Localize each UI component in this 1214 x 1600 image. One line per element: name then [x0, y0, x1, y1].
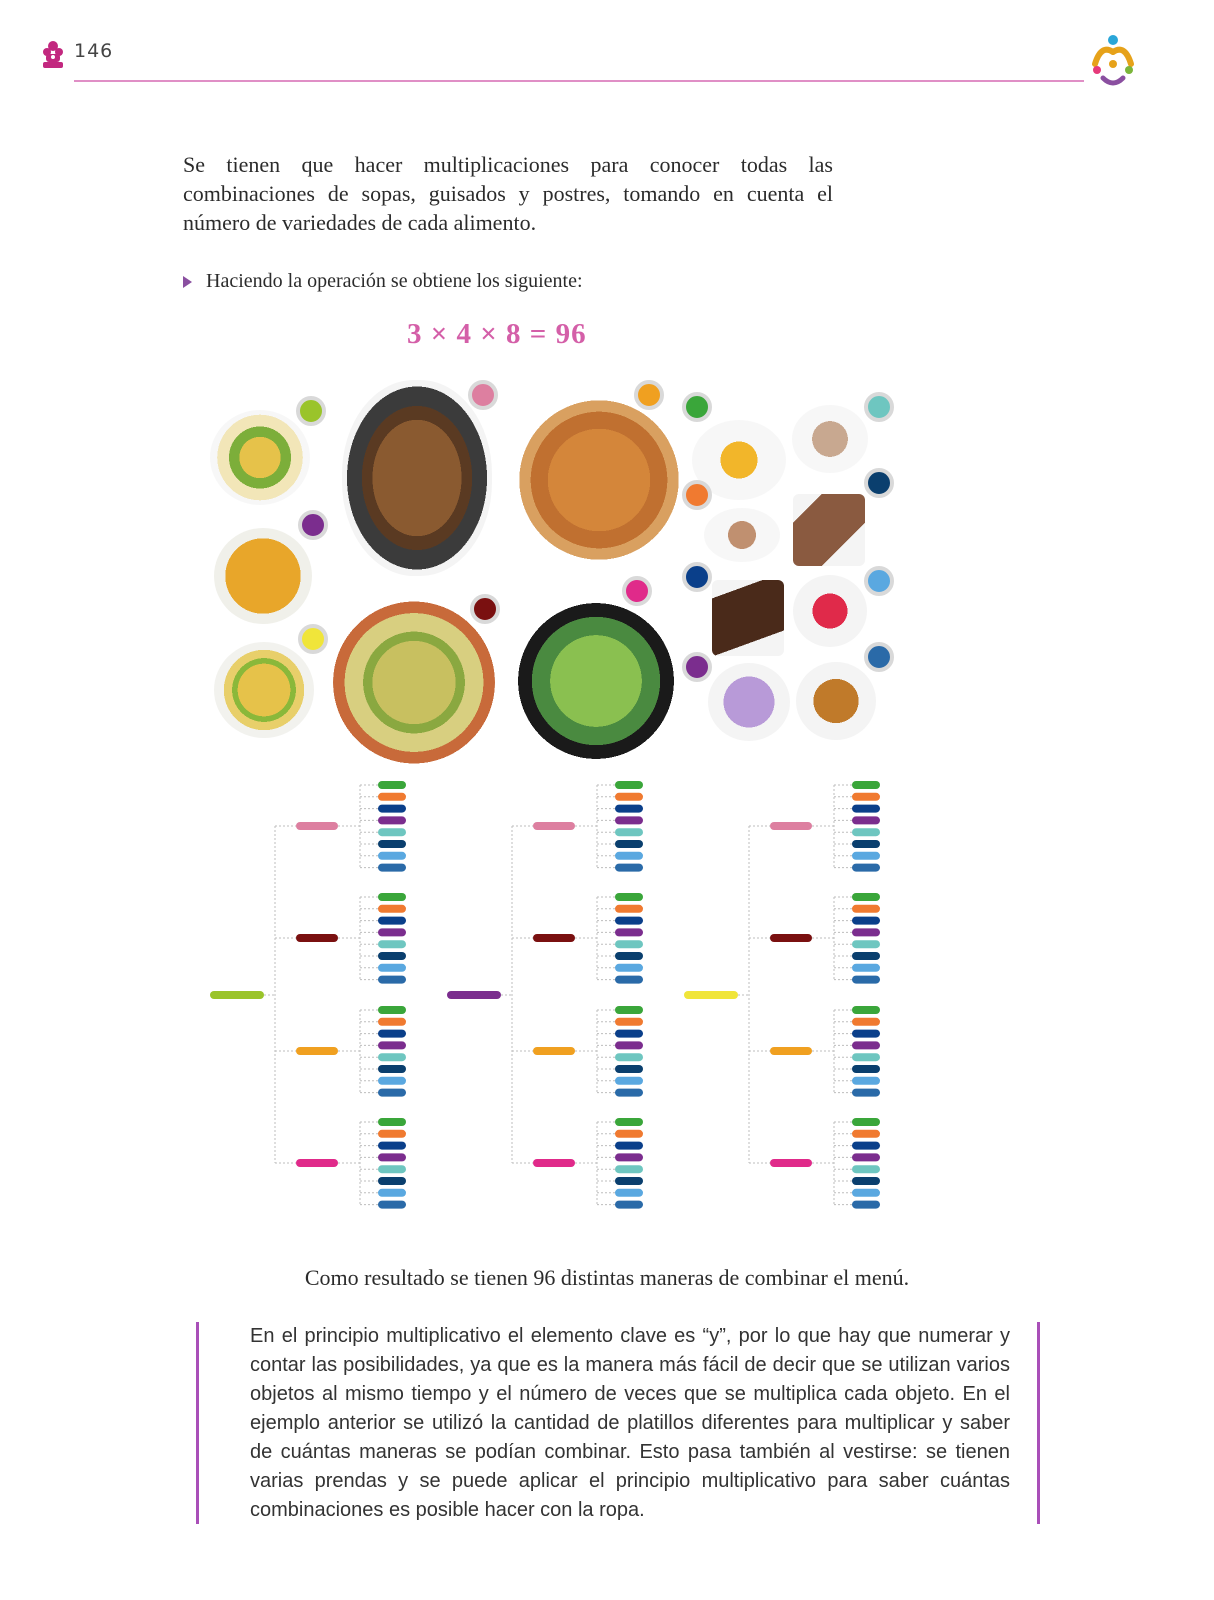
tree-dessert-node: [378, 1065, 406, 1073]
tree-dessert-node: [378, 852, 406, 860]
tree-dessert-node: [615, 917, 643, 925]
tree-dessert-node: [852, 893, 880, 901]
tree-dessert-node: [852, 1065, 880, 1073]
tree-dessert-node: [378, 1053, 406, 1061]
tree-dessert-node: [378, 1142, 406, 1150]
tree-dessert-node: [615, 1165, 643, 1173]
tree-dessert-node: [378, 1089, 406, 1097]
tree-dessert-node: [852, 928, 880, 936]
bullet-text: Haciendo la operación se obtiene los siguiente:: [206, 270, 583, 292]
tree-dessert-node: [378, 1118, 406, 1126]
tree-stew-node: [296, 822, 338, 830]
tree-dessert-node: [378, 1201, 406, 1209]
tree-dessert-node: [852, 1130, 880, 1138]
note-left-bar: [196, 1322, 199, 1524]
tree-dessert-node: [615, 1201, 643, 1209]
tree-dessert-node: [378, 1006, 406, 1014]
principle-note: En el principio multiplicativo el elemento clave es “y”, por lo que hay que numerar y contar las posibilidades, ya que es la manera más fácil de decir que se utilizan varios objetos al mismo tiempo y el número de veces que se multiplica cada objeto. En el ejemplo anterior se utilizó la cantidad de platillos diferentes para multiplicar y saber de cuántas maneras se podían combinar. Esto pasa también al vestirse: se tienen varias prendas y se puede aplicar el principio multiplicativo para saber cuántas combinaciones es posible hacer con la ropa.: [250, 1325, 1010, 1521]
tree-dessert-node: [378, 964, 406, 972]
tree-dessert-node: [852, 1118, 880, 1126]
tree-dessert-node: [852, 852, 880, 860]
tree-dessert-node: [852, 1053, 880, 1061]
tree-dessert-node: [852, 1177, 880, 1185]
tree-dessert-node: [378, 893, 406, 901]
page-number: 146: [74, 40, 114, 62]
tree-dessert-node: [852, 940, 880, 948]
tree-dessert-node: [615, 840, 643, 848]
tree-dessert-node: [378, 976, 406, 984]
tree-dessert-node: [615, 1177, 643, 1185]
tree-dessert-node: [852, 964, 880, 972]
tree-dessert-node: [615, 864, 643, 872]
tree-dessert-node: [615, 952, 643, 960]
tree-dessert-node: [615, 976, 643, 984]
tree-dessert-node: [378, 1130, 406, 1138]
tree-stew-node: [533, 934, 575, 942]
tree-dessert-node: [378, 928, 406, 936]
tree-dessert-node: [852, 1153, 880, 1161]
tree-dessert-node: [378, 1077, 406, 1085]
tree-dessert-node: [378, 1177, 406, 1185]
tree-dessert-node: [852, 793, 880, 801]
tree-stew-node: [533, 1047, 575, 1055]
tree-dessert-node: [378, 1165, 406, 1173]
tree-dessert-node: [615, 940, 643, 948]
tree-dessert-node: [615, 805, 643, 813]
tree-dessert-node: [852, 1089, 880, 1097]
tree-dessert-node: [615, 1189, 643, 1197]
tree-dessert-node: [852, 1077, 880, 1085]
tree-soup-node: [210, 991, 264, 999]
tree-dessert-node: [615, 1041, 643, 1049]
tree-dessert-node: [615, 1077, 643, 1085]
tree-dessert-node: [615, 905, 643, 913]
tree-stew-node: [296, 1159, 338, 1167]
tree-dessert-node: [378, 828, 406, 836]
tree-dessert-node: [378, 1018, 406, 1026]
tree-dessert-node: [852, 805, 880, 813]
tree-dessert-node: [852, 1041, 880, 1049]
tree-dessert-node: [852, 840, 880, 848]
tree-dessert-node: [852, 1142, 880, 1150]
conclusion-text: Como resultado se tienen 96 distintas maneras de combinar el menú.: [304, 1265, 910, 1290]
tree-dessert-node: [615, 1089, 643, 1097]
tree-stew-node: [770, 1047, 812, 1055]
note-right-bar: [1037, 1322, 1040, 1524]
tree-dessert-node: [378, 1041, 406, 1049]
tree-dessert-node: [378, 840, 406, 848]
tree-dessert-node: [615, 928, 643, 936]
tree-dessert-node: [615, 828, 643, 836]
tree-dessert-node: [378, 940, 406, 948]
tree-stew-node: [770, 1159, 812, 1167]
tree-dessert-node: [378, 864, 406, 872]
tree-dessert-node: [852, 781, 880, 789]
tree-dessert-node: [615, 1153, 643, 1161]
tree-dessert-node: [852, 905, 880, 913]
tree-dessert-node: [852, 1165, 880, 1173]
tree-dessert-node: [615, 852, 643, 860]
tree-dessert-node: [615, 781, 643, 789]
tree-dessert-node: [378, 905, 406, 913]
tree-dessert-node: [615, 1130, 643, 1138]
intro-paragraph: Se tienen que hacer multiplicaciones para conocer todas las combinaciones de sopas, guisados y postres, tomando en cuenta el número de variedades de cada alimento.: [183, 152, 833, 235]
tree-dessert-node: [615, 1065, 643, 1073]
tree-dessert-node: [615, 1142, 643, 1150]
tree-dessert-node: [615, 1030, 643, 1038]
tree-dessert-node: [852, 864, 880, 872]
tree-dessert-node: [615, 1006, 643, 1014]
tree-dessert-node: [852, 917, 880, 925]
tree-stew-node: [296, 1047, 338, 1055]
tree-dessert-node: [852, 976, 880, 984]
tree-stew-node: [770, 822, 812, 830]
multiplication-formula: 3 × 4 × 8 = 96: [407, 318, 587, 350]
tree-dessert-node: [615, 1053, 643, 1061]
tree-soup-node: [447, 991, 501, 999]
tree-soup-node: [684, 991, 738, 999]
tree-dessert-node: [852, 1018, 880, 1026]
tree-dessert-node: [378, 1153, 406, 1161]
tree-dessert-node: [852, 952, 880, 960]
tree-dessert-node: [378, 1189, 406, 1197]
tree-dessert-node: [378, 816, 406, 824]
tree-dessert-node: [615, 793, 643, 801]
tree-dessert-node: [378, 952, 406, 960]
tree-dessert-node: [615, 893, 643, 901]
tree-dessert-node: [378, 805, 406, 813]
tree-stew-node: [533, 822, 575, 830]
tree-dessert-node: [615, 1018, 643, 1026]
tree-dessert-node: [378, 793, 406, 801]
tree-dessert-node: [615, 1118, 643, 1126]
tree-stew-node: [296, 934, 338, 942]
tree-stew-node: [533, 1159, 575, 1167]
tree-dessert-node: [852, 1189, 880, 1197]
tree-dessert-node: [852, 1201, 880, 1209]
tree-stew-node: [770, 934, 812, 942]
tree-dessert-node: [378, 781, 406, 789]
tree-dessert-node: [615, 964, 643, 972]
tree-dessert-node: [378, 1030, 406, 1038]
tree-dessert-node: [852, 1006, 880, 1014]
tree-dessert-node: [852, 816, 880, 824]
tree-dessert-node: [615, 816, 643, 824]
tree-dessert-node: [378, 917, 406, 925]
tree-dessert-node: [852, 1030, 880, 1038]
tree-dessert-node: [852, 828, 880, 836]
